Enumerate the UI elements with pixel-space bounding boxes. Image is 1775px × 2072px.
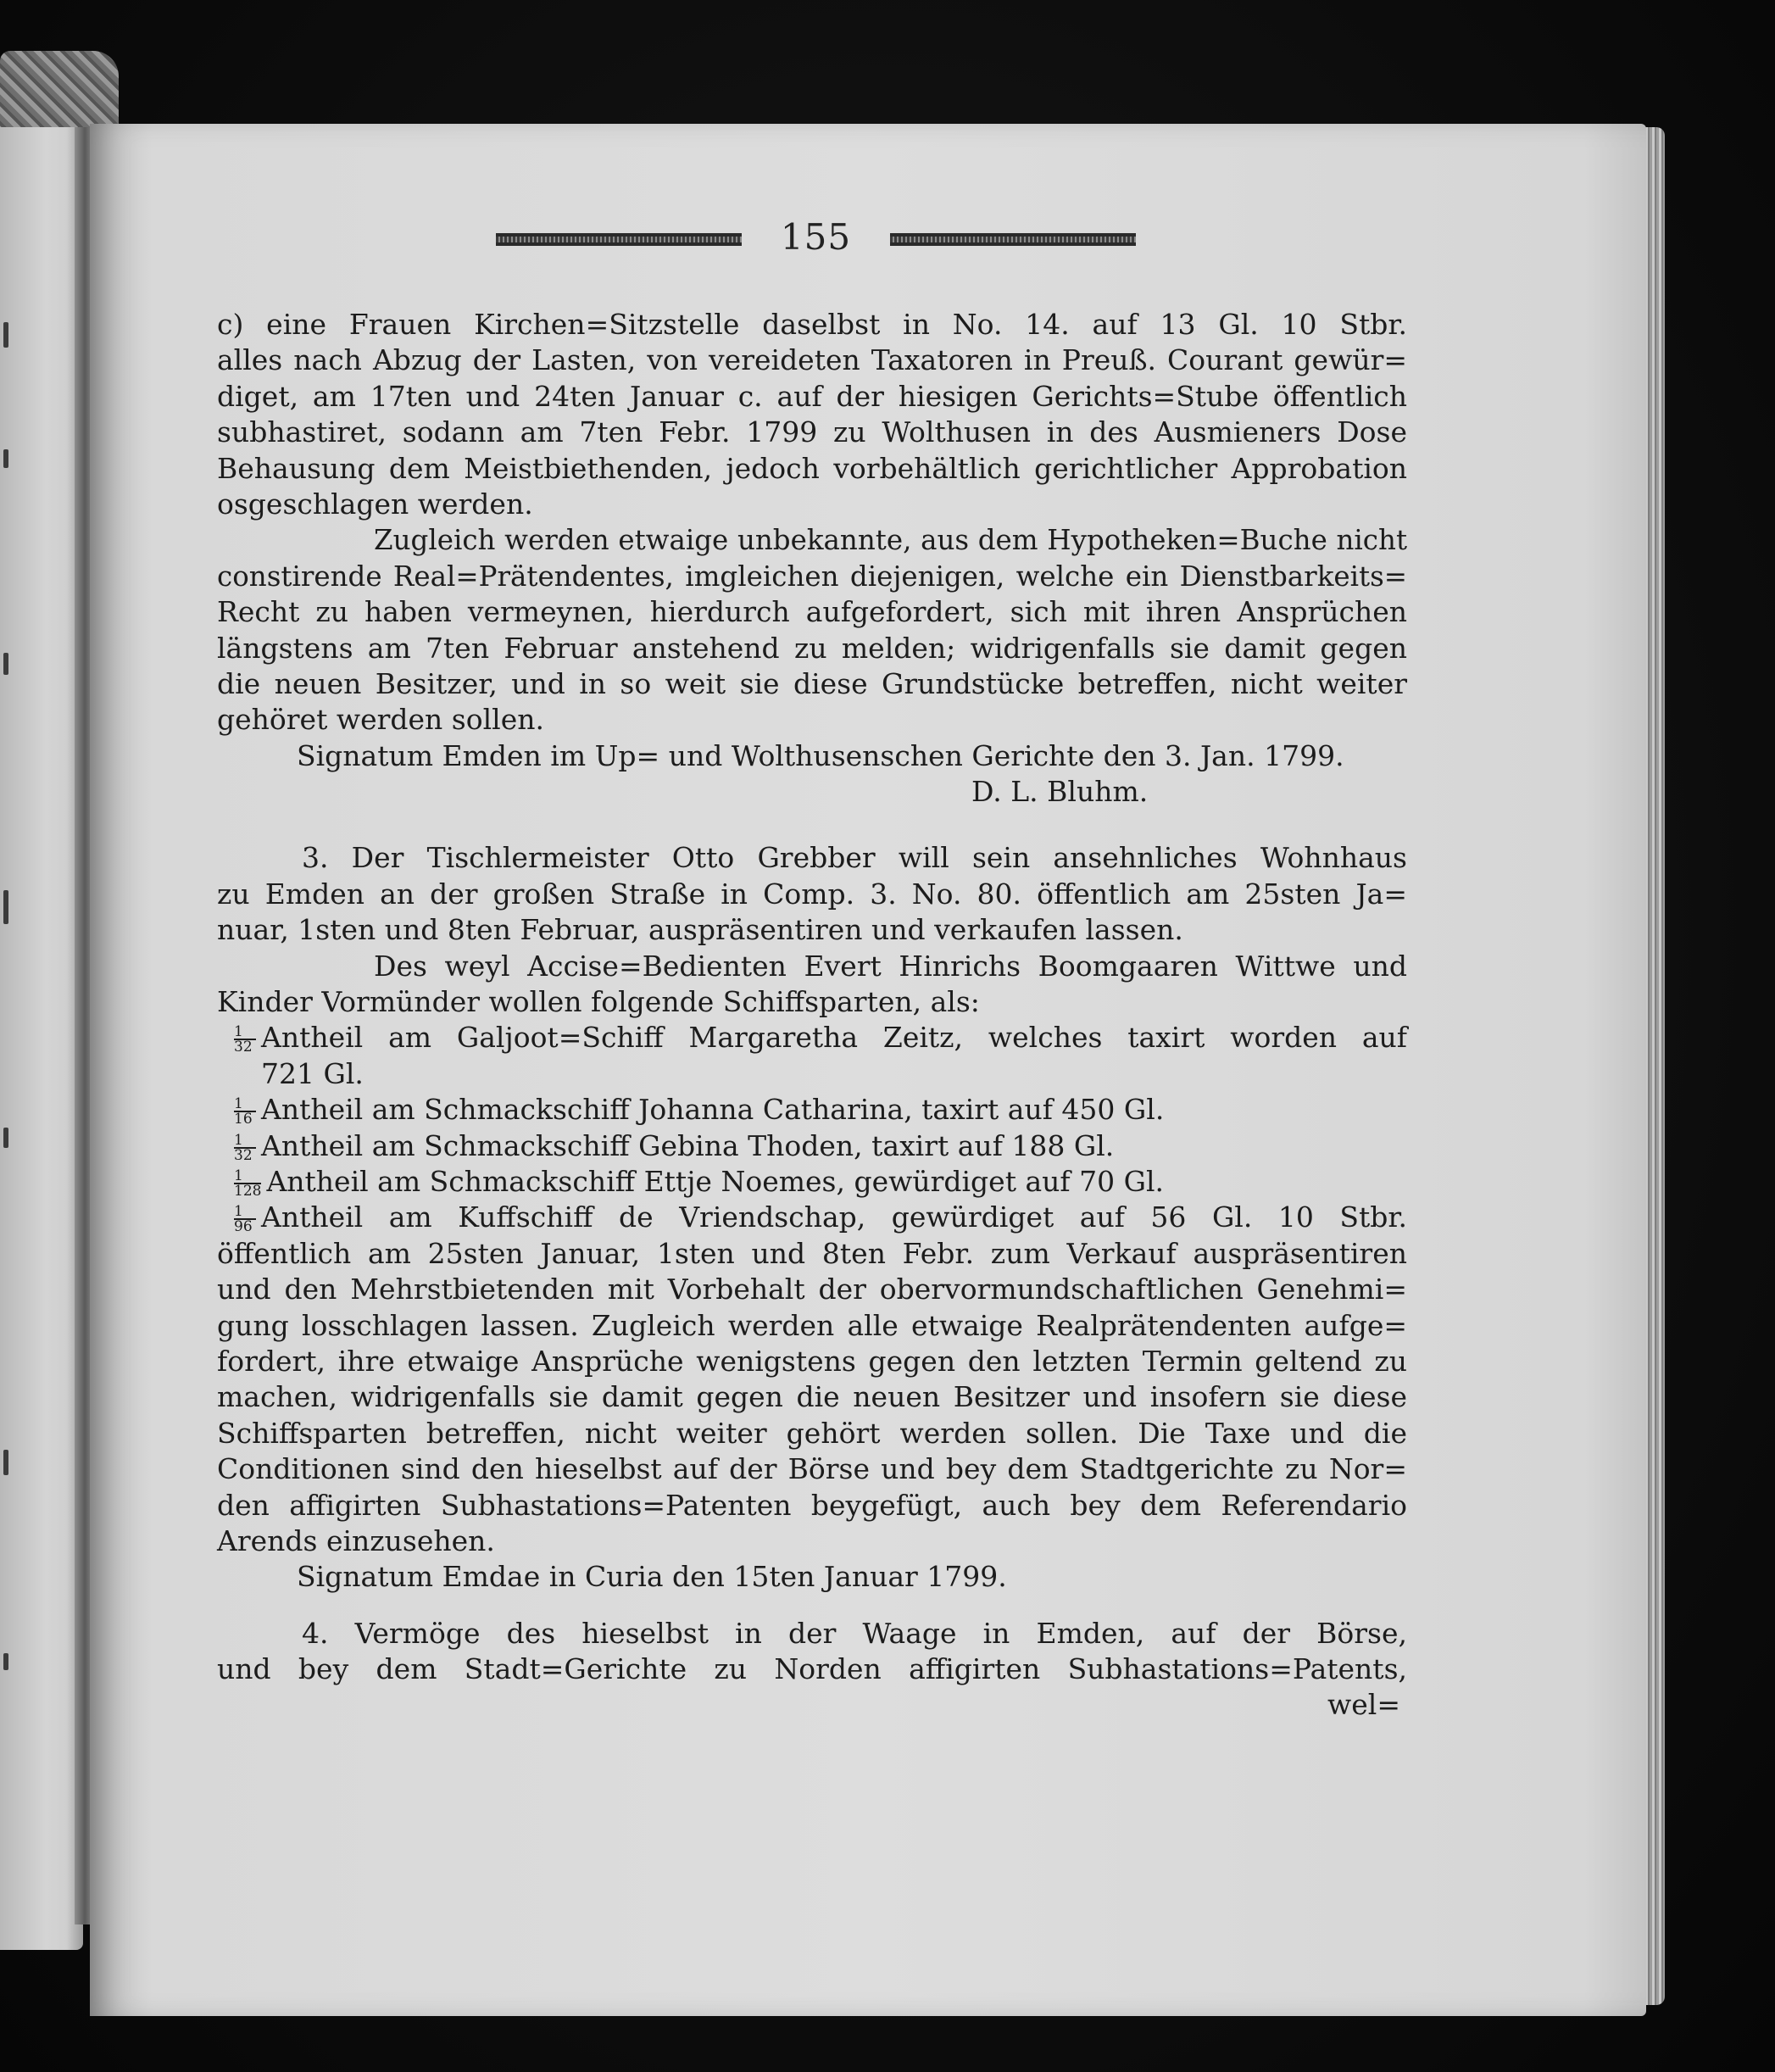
share-fraction: $\frac{1}{16}$ bbox=[234, 1097, 256, 1126]
text-line: fordert, ihre etwaige Ansprüche wenigstens gegen den letzten Termin geltend zu bbox=[217, 1344, 1407, 1378]
share-item: $\frac{1}{96}$ Antheil am Kuffschiff de Vriendschap, gewürdiget auf 56 Gl. 10 Stbr. bbox=[234, 1200, 1407, 1236]
paragraph-item-3 bbox=[217, 840, 1407, 948]
text-line: Schiffsparten betreffen, nicht weiter gehört werden sollen. Die Taxe und die bbox=[217, 1416, 1407, 1450]
share-list bbox=[217, 1020, 1407, 1235]
text-line: diget, am 17ten und 24ten Januar c. auf der hiesigen Gerichts=Stube öffentlich bbox=[217, 379, 1407, 413]
text-line: 4. Vermöge des hieselbst in der Waage in Emden, auf der Börse, bbox=[302, 1616, 1407, 1650]
share-item: $\frac{1}{16}$ Antheil am Schmackschiff Johanna Catharina, taxirt auf 450 Gl. bbox=[234, 1093, 1165, 1128]
print-bleed-mark bbox=[3, 322, 8, 348]
text-line: Arends einzusehen. bbox=[217, 1523, 495, 1557]
text-line: und bey dem Stadt=Gerichte zu Norden affigirten Subhastations=Patents, bbox=[217, 1652, 1407, 1686]
text-line: c) eine Frauen Kirchen=Sitzstelle daselbst in No. 14. auf 13 Gl. 10 Stbr. bbox=[217, 308, 1407, 341]
text-line: machen, widrigenfalls sie damit gegen die neuen Besitzer und insofern sie diese bbox=[217, 1380, 1407, 1414]
page-number: 155 bbox=[780, 216, 852, 258]
text-line: Behausung dem Meistbiethenden, jedoch vorbehältlich gerichtlicher Approbation bbox=[217, 451, 1407, 485]
text-line: constirende Real=Prätendentes, imgleichen diejenigen, welche ein Dienstbarkeits= bbox=[217, 560, 1407, 593]
signatory-name: D. L. Bluhm. bbox=[971, 775, 1149, 809]
facing-page-edge bbox=[0, 127, 83, 1950]
share-fraction: $\frac{1}{32}$ bbox=[234, 1025, 256, 1054]
text-line: den affigirten Subhastations=Patenten beygefügt, auch bey dem Referendario bbox=[217, 1488, 1407, 1522]
header-rule-left bbox=[496, 233, 742, 246]
share-item: $\frac{1}{128}$ Antheil am Schmackschiff Ettje Noemes, gewürdiget auf 70 Gl. bbox=[234, 1164, 1164, 1200]
print-bleed-mark bbox=[3, 1653, 8, 1670]
text-line: zu Emden an der großen Straße in Comp. 3. No. 80. öffentlich am 25sten Ja= bbox=[217, 877, 1407, 911]
text-line: Conditionen sind den hieselbst auf der Börse und bey dem Stadtgerichte zu Nor= bbox=[217, 1452, 1407, 1486]
page-header bbox=[496, 216, 1132, 259]
section-gap bbox=[217, 810, 1407, 840]
text-line: Recht zu haben vermeynen, hierdurch aufgefordert, sich mit ihren Ansprüchen bbox=[217, 595, 1407, 629]
text-line: alles nach Abzug der Lasten, von vereideten Taxatoren in Preuß. Courant gewür= bbox=[217, 343, 1407, 377]
share-item: $\frac{1}{32}$ Antheil am Schmackschiff Gebina Thoden, taxirt auf 188 Gl. bbox=[234, 1128, 1115, 1164]
catchword: wel= bbox=[1327, 1688, 1400, 1722]
print-bleed-mark bbox=[3, 1450, 8, 1475]
paragraph-zugleich bbox=[217, 522, 1407, 738]
text-line: nuar, 1sten und 8ten Februar, auspräsentiren und verkaufen lassen. bbox=[217, 913, 1183, 947]
section-gap bbox=[217, 1596, 1407, 1616]
paragraph-accise bbox=[217, 949, 1407, 1021]
text-line: gehöret werden sollen. bbox=[217, 703, 544, 737]
signatum-line: Signatum Emden im Up= und Wolthusenschen Gerichte den 3. Jan. 1799. bbox=[297, 738, 1344, 772]
paragraph-c bbox=[217, 307, 1407, 522]
paragraph-continuation bbox=[217, 1236, 1407, 1560]
text-line: gung losschlagen lassen. Zugleich werden alle etwaige Realprätendenten aufge= bbox=[217, 1308, 1407, 1342]
print-bleed-mark bbox=[3, 1128, 8, 1148]
text-line: und den Mehrstbietenden mit Vorbehalt der obervormundschaftlichen Genehmi= bbox=[217, 1273, 1407, 1306]
text-line: Zugleich werden etwaige unbekannte, aus dem Hypotheken=Buche nicht bbox=[374, 524, 1407, 557]
text-line: Des weyl Accise=Bedienten Evert Hinrichs Boomgaaren Wittwe und bbox=[374, 949, 1407, 983]
text-line: die neuen Besitzer, und in so weit sie diese Grundstücke betreffen, nicht weiter bbox=[217, 666, 1407, 700]
text-line: subhastiret, sodann am 7ten Febr. 1799 zu Wolthusen in des Ausmieners Dose bbox=[217, 415, 1407, 449]
share-fraction: $\frac{1}{128}$ bbox=[234, 1167, 262, 1200]
share-fraction: $\frac{1}{32}$ bbox=[234, 1133, 256, 1162]
text-line: osgeschlagen werden. bbox=[217, 487, 533, 521]
signatum-line: Signatum Emdae in Curia den 15ten Januar 1799. bbox=[297, 1560, 1007, 1594]
page-body bbox=[217, 307, 1407, 1724]
share-item-continued: 721 Gl. bbox=[261, 1056, 364, 1090]
text-line: längstens am 7ten Februar anstehend zu melden; widrigenfalls sie damit gegen bbox=[217, 631, 1407, 665]
text-line: öffentlich am 25sten Januar, 1sten und 8ten Febr. zum Verkauf auspräsentiren bbox=[217, 1236, 1407, 1270]
paragraph-item-4 bbox=[217, 1616, 1407, 1688]
text-line: Kinder Vormünder wollen folgende Schiffsparten, als: bbox=[217, 985, 980, 1019]
share-fraction: $\frac{1}{96}$ bbox=[234, 1205, 256, 1234]
header-rule-right bbox=[890, 233, 1136, 246]
share-item: $\frac{1}{32}$ Antheil am Galjoot=Schiff Margaretha Zeitz, welches taxirt worden auf bbox=[234, 1021, 1407, 1056]
text-line: 3. Der Tischlermeister Otto Grebber will sein ansehnliches Wohnhaus bbox=[302, 841, 1407, 875]
print-bleed-mark bbox=[3, 890, 8, 924]
print-bleed-mark bbox=[3, 449, 8, 468]
print-bleed-mark bbox=[3, 653, 8, 675]
